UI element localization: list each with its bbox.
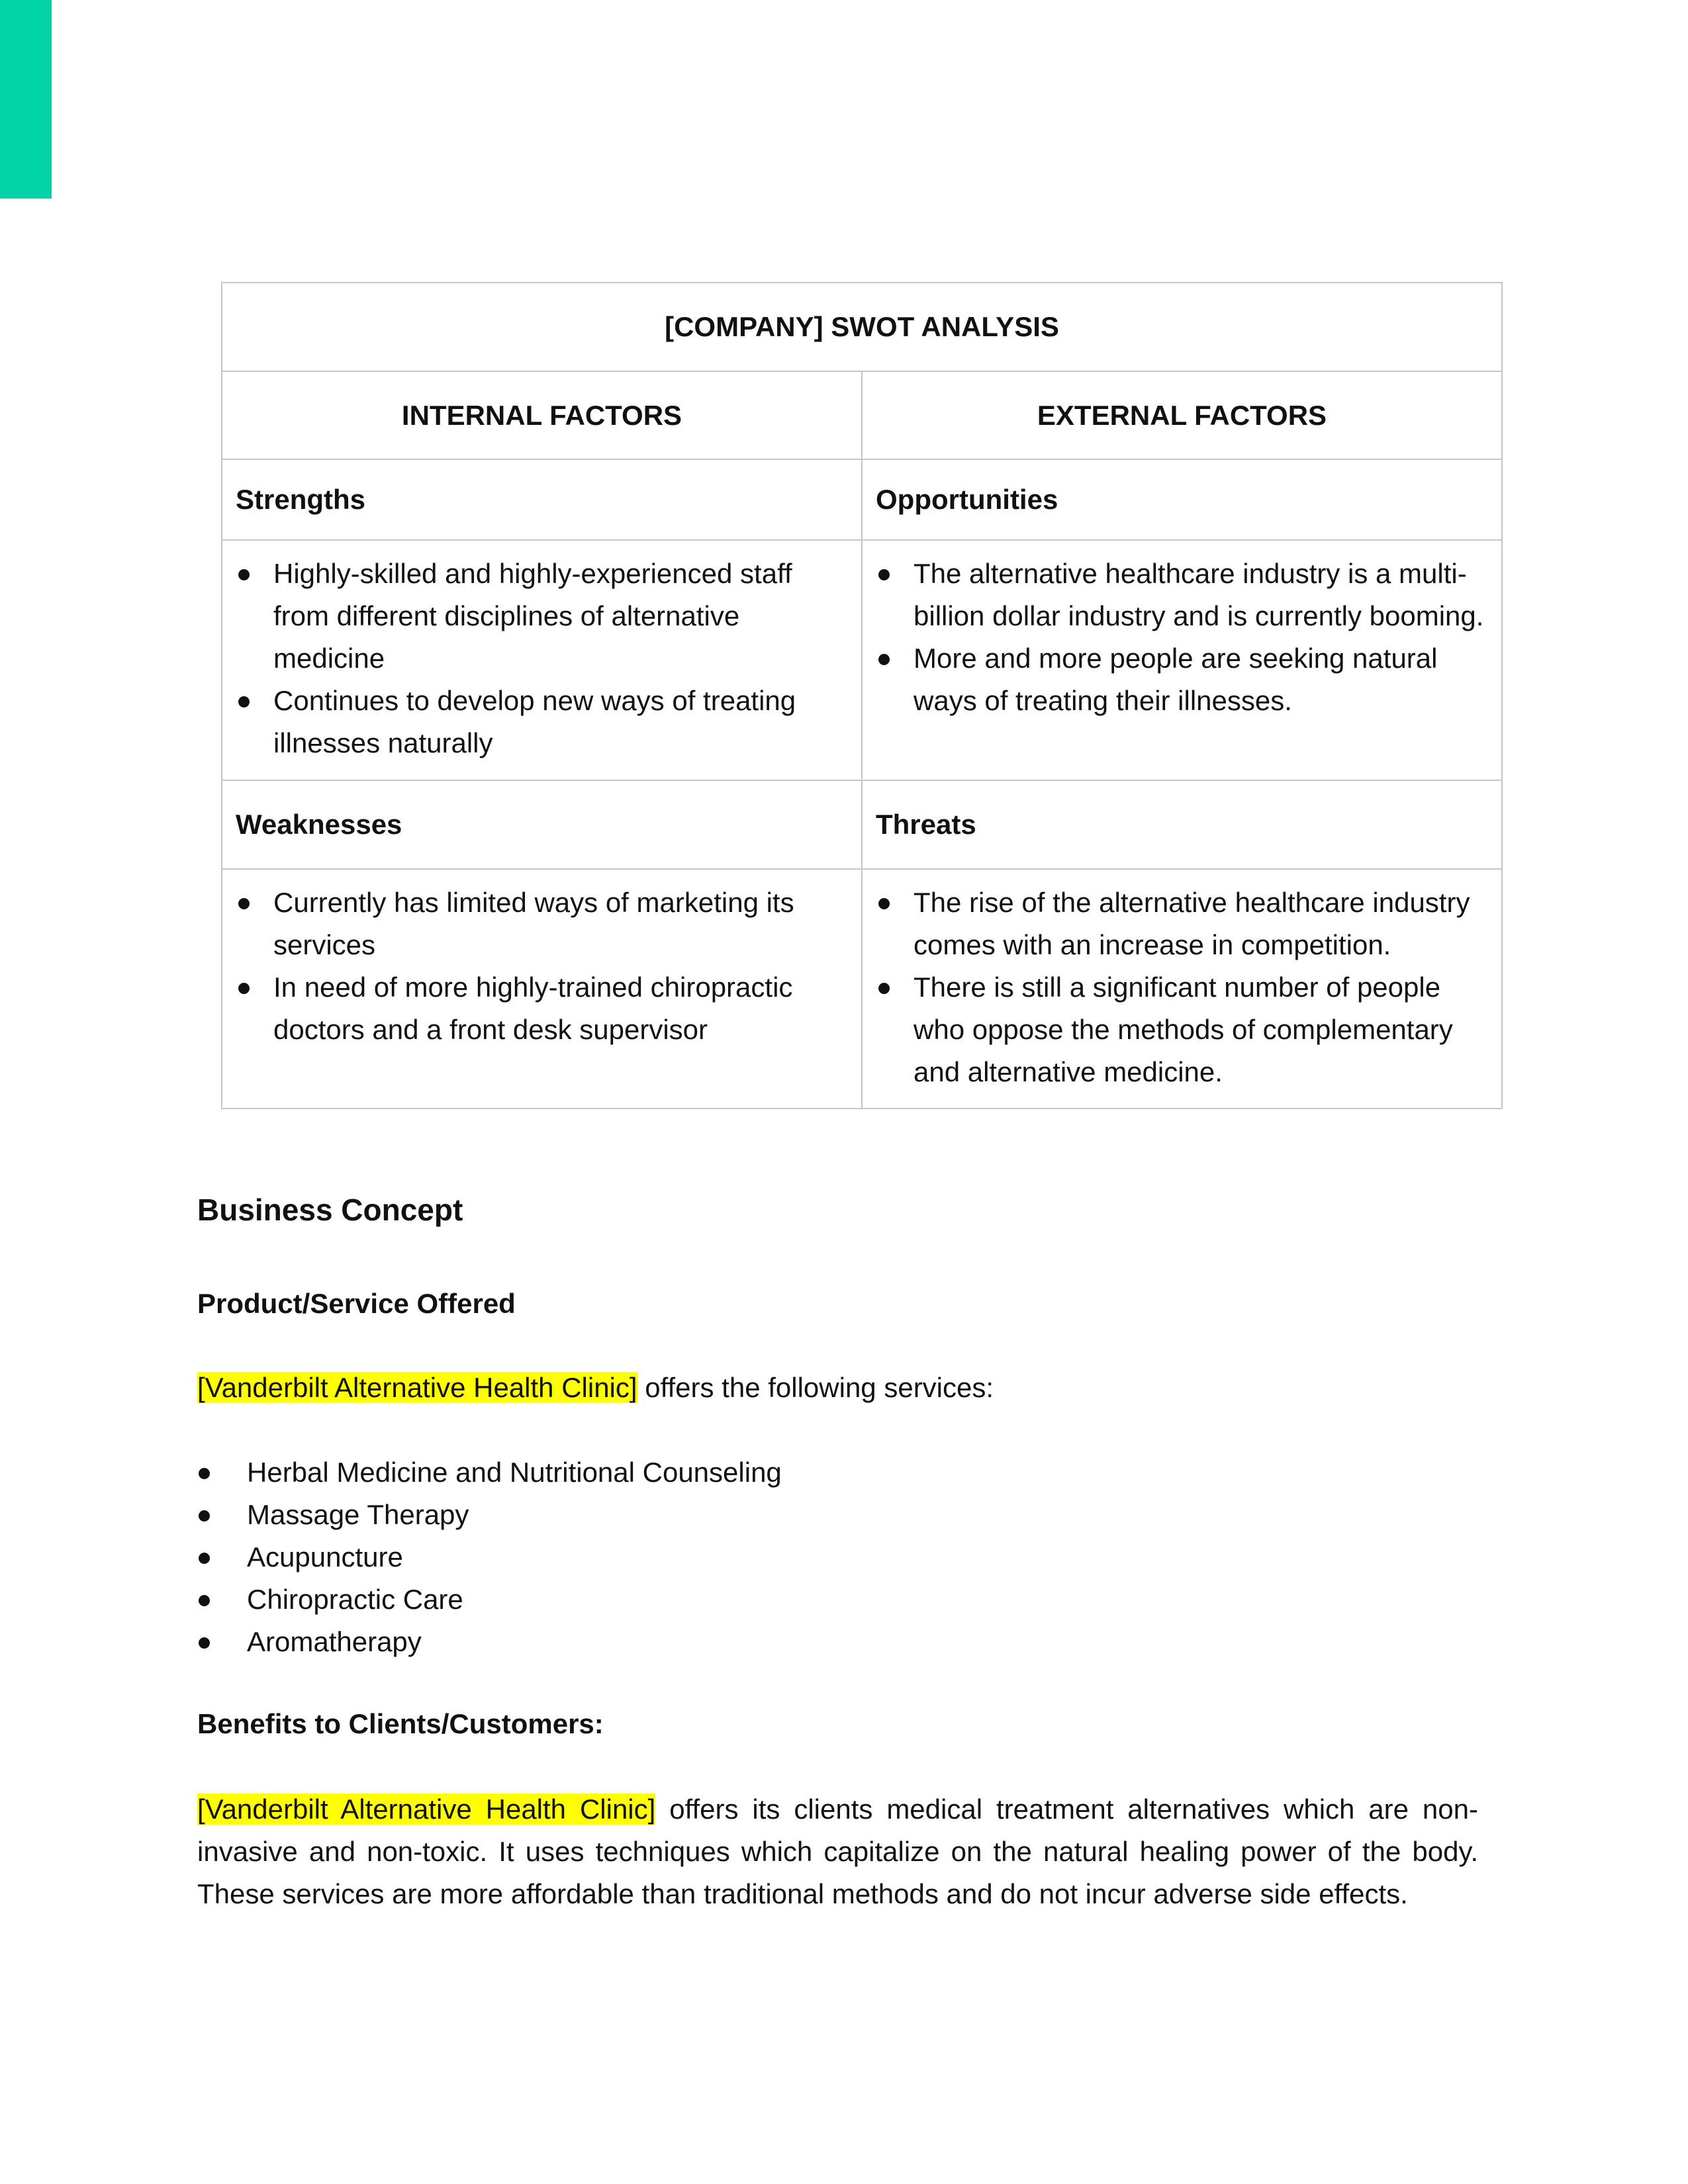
opportunities-cell xyxy=(862,540,1502,780)
swot-table xyxy=(221,282,1503,1109)
company-name-highlight: [Vanderbilt Alternative Health Clinic] xyxy=(197,1794,656,1825)
product-service-heading: Product/Service Offered xyxy=(197,1288,516,1319)
benefits-paragraph xyxy=(197,1788,1478,1915)
swot-title: [COMPANY] SWOT ANALYSIS xyxy=(222,283,1502,371)
benefits-text: offers its clients medical treatment alternatives which are non-invasive and non-toxic. It uses techniques which capitalize on the natural healing power of the body. These services are more affordable than traditional methods and do not incur adverse side effects. xyxy=(197,1794,1478,1909)
opportunities-list xyxy=(876,553,1488,722)
services-intro xyxy=(197,1367,1478,1409)
threats-cell xyxy=(862,869,1502,1109)
threat-item: There is still a significant number of people who oppose the methods of complementary and alternative medicine. xyxy=(876,966,1488,1093)
weaknesses-list xyxy=(236,882,848,1051)
strengths-label: Strengths xyxy=(222,459,862,540)
strength-item: Continues to develop new ways of treating illnesses naturally xyxy=(236,680,848,764)
weaknesses-cell xyxy=(222,869,862,1109)
service-item: Herbal Medicine and Nutritional Counseling xyxy=(197,1451,782,1494)
weakness-item: Currently has limited ways of marketing its services xyxy=(236,882,848,966)
service-item: Aromatherapy xyxy=(197,1621,782,1663)
internal-factors-header: INTERNAL FACTORS xyxy=(222,371,862,459)
benefits-heading: Benefits to Clients/Customers: xyxy=(197,1708,604,1739)
service-item: Acupuncture xyxy=(197,1536,782,1578)
weakness-item: In need of more highly-trained chiropractic doctors and a front desk supervisor xyxy=(236,966,848,1051)
threats-list xyxy=(876,882,1488,1093)
threats-label: Threats xyxy=(862,780,1502,869)
opportunity-item: More and more people are seeking natural ways of treating their illnesses. xyxy=(876,637,1488,722)
business-concept-heading: Business Concept xyxy=(197,1193,463,1227)
service-item: Chiropractic Care xyxy=(197,1578,782,1621)
services-intro-text: offers the following services: xyxy=(637,1372,994,1403)
opportunity-item: The alternative healthcare industry is a multi-billion dollar industry and is currently booming. xyxy=(876,553,1488,637)
strength-item: Highly-skilled and highly-experienced staff from different disciplines of alternative medicine xyxy=(236,553,848,680)
external-factors-header: EXTERNAL FACTORS xyxy=(862,371,1502,459)
opportunities-label: Opportunities xyxy=(862,459,1502,540)
threat-item: The rise of the alternative healthcare industry comes with an increase in competition. xyxy=(876,882,1488,966)
strengths-cell xyxy=(222,540,862,780)
company-name-highlight: [Vanderbilt Alternative Health Clinic] xyxy=(197,1372,637,1403)
accent-bar xyxy=(0,0,52,199)
weaknesses-label: Weaknesses xyxy=(222,780,862,869)
strengths-list xyxy=(236,553,848,764)
services-list xyxy=(197,1451,782,1663)
service-item: Massage Therapy xyxy=(197,1494,782,1536)
